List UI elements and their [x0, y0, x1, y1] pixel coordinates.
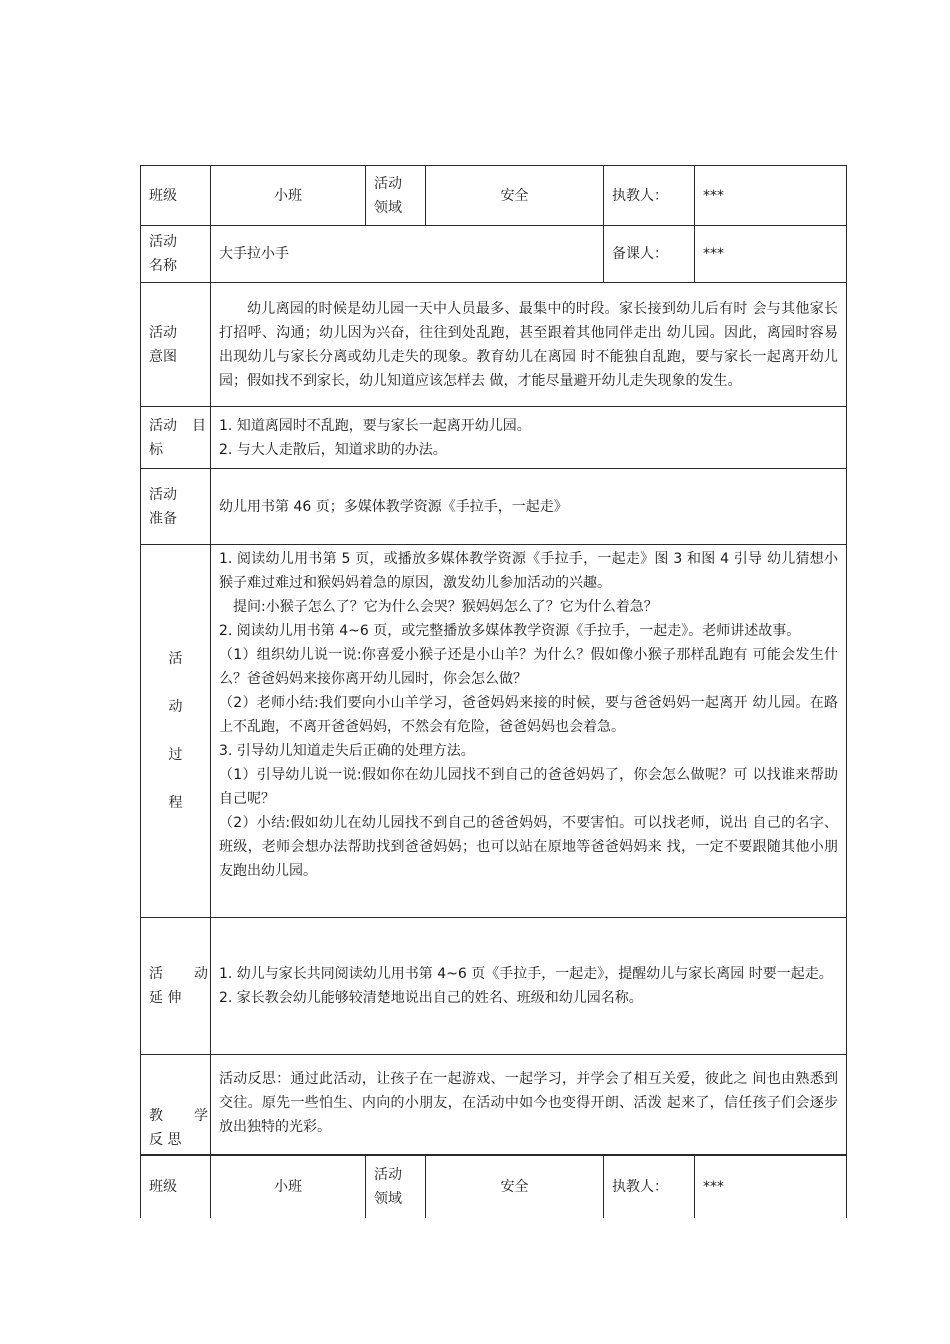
- extension-item: 2. 家长教会幼儿能够较清楚地说出自己的姓名、班级和幼儿园名称。: [219, 990, 643, 1006]
- goals-label-line2: 标: [149, 441, 163, 458]
- extension-item: 1. 幼儿与家长共同阅读幼儿用书第 4~6 页《手拉手，一起走》，提醒幼儿与家长离园 时要一起走。: [219, 966, 833, 982]
- process-line: 提问:小猴子怎么了？它为什么会哭？猴妈妈怎么了？它为什么着急？: [233, 599, 658, 615]
- extension-label-part-a: 活: [149, 966, 163, 982]
- process-line: 3. 引导幼儿知道走失后正确的处理方法。: [219, 743, 475, 759]
- goal-item: 1. 知道离园时不乱跑，要与家长一起离开幼儿园。: [219, 417, 531, 434]
- prep-text: 幼儿用书第 46 页；多媒体教学资源《手拉手，一起走》: [211, 469, 847, 545]
- header-row: [141, 1156, 847, 1218]
- reflection-row: [141, 1055, 847, 1155]
- lesson-plan-table: [140, 165, 847, 1155]
- extension-cell: [211, 918, 847, 1055]
- goals-label-part-a: 活动: [149, 417, 177, 434]
- domain-label-line1: 活动: [374, 1166, 402, 1183]
- prep-teacher-value: ***: [695, 226, 847, 283]
- activity-name-row: [141, 226, 847, 283]
- extension-label-part-b: 动: [194, 966, 208, 982]
- class-label: 班级: [141, 166, 211, 226]
- prep-row: [141, 469, 847, 545]
- domain-label-line1: 活动: [374, 175, 402, 192]
- goals-label-line1: [149, 414, 206, 438]
- prep-label-line2: 准备: [149, 510, 177, 527]
- extension-row: [141, 918, 847, 1055]
- activity-name-value: 大手拉小手: [211, 226, 604, 283]
- teacher-value: ***: [695, 1156, 847, 1218]
- intent-row: [141, 283, 847, 407]
- process-line: （1）引导幼儿说一说:假如你在幼儿园找不到自己的爸爸妈妈了，你会怎么做呢？可 以找谁来帮助自己呢？: [219, 767, 838, 807]
- goals-cell: [211, 407, 847, 469]
- process-line: 2. 阅读幼儿用书第 4~6 页，或完整播放多媒体教学资源《手拉手，一起走》。老师讲述故事。: [219, 623, 801, 639]
- activity-name-label-line1: 活动: [149, 234, 177, 250]
- reflection-cell: [211, 1055, 847, 1155]
- teacher-value: ***: [695, 166, 847, 226]
- lesson-plan-table-continued: [140, 1155, 847, 1218]
- reflection-label-line1: [149, 1104, 208, 1128]
- process-label-char: 过: [168, 747, 183, 763]
- reflection-label-part-b: 学: [194, 1108, 208, 1124]
- process-label-stack: [149, 647, 202, 815]
- intent-label-line2: 意图: [149, 348, 177, 365]
- process-line: 1. 阅读幼儿用书第 5 页，或播放多媒体教学资源《手拉手，一起走》图 3 和图 4 引导 幼儿猜想小猴子难过难过和猴妈妈着急的原因，激发幼儿参加活动的兴趣。: [219, 551, 838, 591]
- class-value: 小班: [211, 1156, 366, 1218]
- process-cell: [211, 545, 847, 918]
- reflection-label-part-a: 教: [149, 1108, 163, 1124]
- process-label: [141, 545, 211, 918]
- extension-label-line1: [149, 962, 208, 986]
- goal-item: 2. 与大人走散后，知道求助的办法。: [219, 441, 447, 458]
- process-label-char: 活: [168, 651, 183, 667]
- reflection-label: [141, 1055, 211, 1155]
- process-label-char: 动: [168, 699, 183, 715]
- intent-text: 幼儿离园的时候是幼儿园一天中人员最多、最集中的时段。家长接到幼儿后有时 会与其他家长打招呼、沟通；幼儿因为兴奋，往往到处乱跑，甚至跟着其他同伴走出 幼儿园。因此，离园时容易出现幼儿与家长分离或幼儿走失的现象。教育幼儿在离园 时不能独自乱跑，要与家长一起离开幼儿园；假如找不到家长，幼儿知道应该怎样去 做，才能尽量避开幼儿走失现象的发生。: [219, 300, 838, 389]
- class-value: 小班: [211, 166, 366, 226]
- domain-label-line2: 领域: [374, 1190, 402, 1207]
- class-label: 班级: [141, 1156, 211, 1218]
- teacher-label: 执教人：: [604, 1156, 695, 1218]
- intent-text-cell: [211, 283, 847, 407]
- intent-label: [141, 283, 211, 407]
- prep-teacher-label: 备课人：: [604, 226, 695, 283]
- process-line: （2）小结:假如幼儿在幼儿园找不到自己的爸爸妈妈，不要害怕。可以找老师，说出 自己的名字、班级，老师会想办法帮助找到爸爸妈妈；也可以站在原地等爸爸妈妈来 找，一定不要跟随其他小朋友跑出幼儿园。: [219, 815, 838, 879]
- goals-label: [141, 407, 211, 469]
- domain-value: 安全: [426, 166, 604, 226]
- process-line: （2）老师小结:我们要向小山羊学习，爸爸妈妈来接的时候，要与爸爸妈妈一起离开 幼儿园。在路上不乱跑，不离开爸爸妈妈，不然会有危险，爸爸妈妈也会着急。: [219, 695, 838, 735]
- process-row: [141, 545, 847, 918]
- reflection-label-line2: 反 思: [149, 1132, 182, 1148]
- process-label-char: 程: [168, 795, 183, 811]
- goals-label-part-b: 目: [192, 417, 206, 434]
- activity-name-label: [141, 226, 211, 283]
- domain-label-line2: 领域: [374, 199, 402, 216]
- prep-label: [141, 469, 211, 545]
- extension-label-line2: 延 伸: [149, 990, 182, 1006]
- extension-label: [141, 918, 211, 1055]
- activity-name-label-line2: 名称: [149, 258, 177, 274]
- domain-value: 安全: [426, 1156, 604, 1218]
- reflection-text: 活动反思：通过此活动，让孩子在一起游戏、一起学习，并学会了相互关爱，彼此之 间也由熟悉到交往。原先一些怕生、内向的小朋友，在活动中如今也变得开朗、活泼 起来了，信任孩子们会逐步放出独特的光彩。: [219, 1071, 838, 1135]
- prep-label-line1: 活动: [149, 486, 177, 503]
- intent-label-line1: 活动: [149, 324, 177, 341]
- header-row: [141, 166, 847, 226]
- teacher-label: 执教人：: [604, 166, 695, 226]
- goals-row: [141, 407, 847, 469]
- domain-label: [366, 1156, 426, 1218]
- process-line: （1）组织幼儿说一说:你喜爱小猴子还是小山羊？为什么？假如像小猴子那样乱跑有 可能会发生什么？爸爸妈妈来接你离开幼儿园时，你会怎么做？: [219, 647, 838, 687]
- domain-label: [366, 166, 426, 226]
